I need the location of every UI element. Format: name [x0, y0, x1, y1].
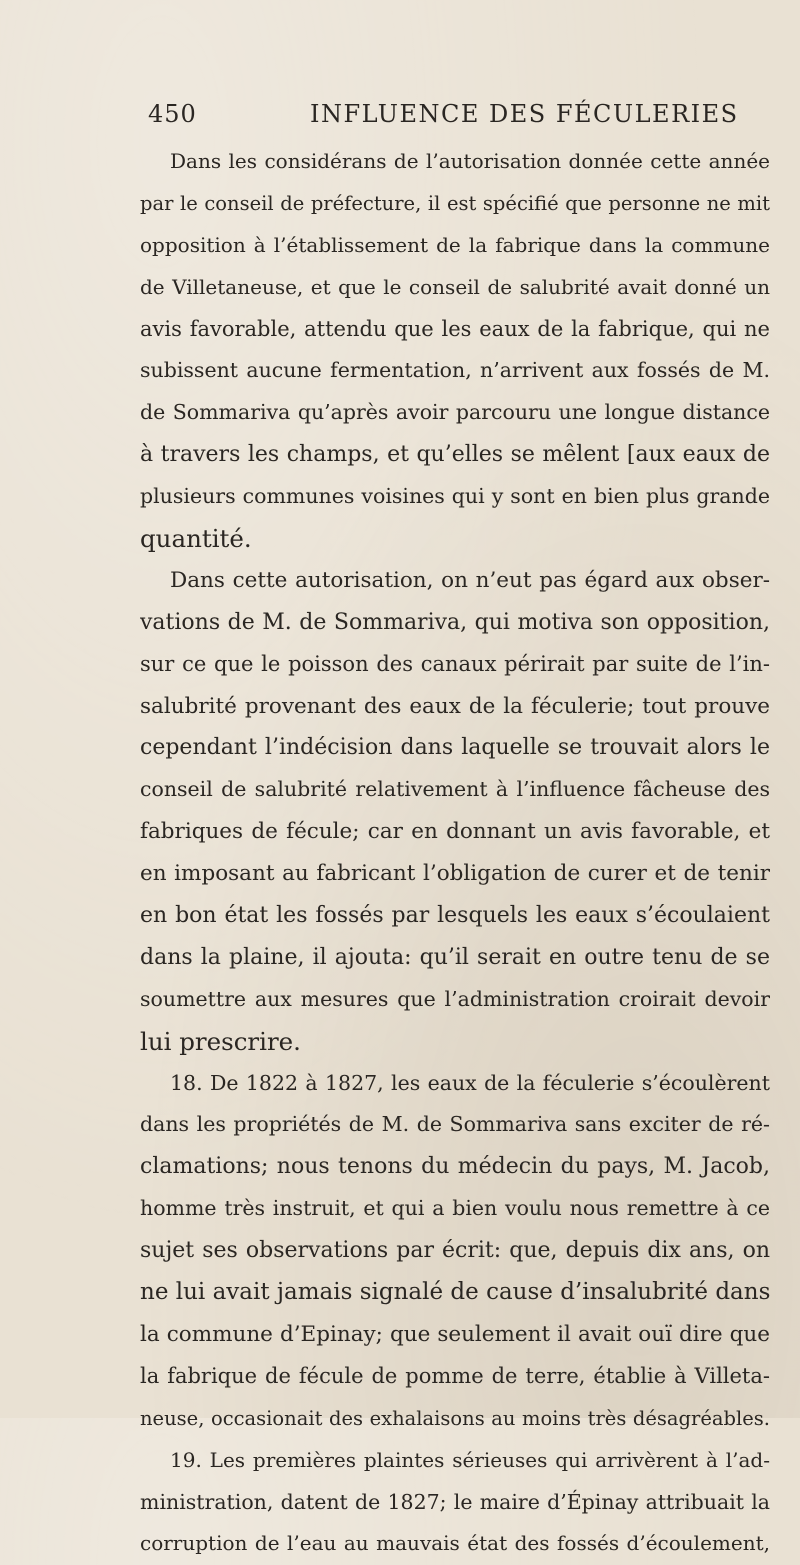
text-line: la commune d’Epinay; que seulement il avait ouï dire que	[140, 1321, 770, 1347]
page-number: 450	[148, 100, 197, 128]
text-line: sujet ses observations par écrit: que, depuis dix ans, on	[140, 1238, 770, 1264]
text-line: ministration, datent de 1827; le maire d’Épinay attribuait la	[140, 1489, 770, 1514]
text-line: de Villetaneuse, et que le conseil de salubrité avait donné un	[140, 274, 770, 299]
text-line: neuse, occasionait des exhalaisons au moins très désagréables.	[140, 1406, 770, 1430]
text-line: plusieurs communes voisines qui y sont en bien plus grande	[140, 484, 770, 509]
text-line: 18. De 1822 à 1827, les eaux de la féculerie s’écoulèrent	[170, 1070, 770, 1095]
text-line: conseil de salubrité relativement à l’influence fâcheuse des	[140, 777, 770, 802]
text-line: dans les propriétés de M. de Sommariva sans exciter de ré-	[140, 1112, 770, 1137]
text-line: Dans les considérans de l’autorisation donnée cette année	[170, 149, 770, 173]
text-line: avis favorable, attendu que les eaux de la fabrique, qui ne	[140, 316, 770, 341]
text-line: à travers les champs, et qu’elles se mêlent [aux eaux de	[140, 442, 770, 468]
text-line: la fabrique de fécule de pomme de terre, établie à Villeta-	[140, 1363, 770, 1388]
text-line: cependant l’indécision dans laquelle se trouvait alors le	[140, 735, 770, 761]
text-line: fabriques de fécule; car en donnant un avis favorable, et	[140, 819, 770, 845]
running-title: INFLUENCE DES FÉCULERIES	[310, 100, 739, 128]
text-line: par le conseil de préfecture, il est spécifié que personne ne mit	[140, 191, 770, 215]
text-line: clamations; nous tenons du médecin du pays, M. Jacob,	[140, 1154, 770, 1180]
text-line: ne lui avait jamais signalé de cause d’insalubrité dans	[140, 1279, 770, 1306]
text-line: 19. Les premières plaintes sérieuses qui arrivèrent à l’ad-	[170, 1447, 770, 1472]
body-text	[140, 141, 770, 1565]
text-line: corruption de l’eau au mauvais état des fossés d’écoulement,	[140, 1531, 770, 1556]
text-line: quantité.	[140, 524, 252, 554]
text-line: homme très instruit, et qui a bien voulu nous remettre à ce	[140, 1196, 770, 1221]
text-line: de Sommariva qu’après avoir parcouru une longue distance	[140, 400, 770, 425]
text-line: lui prescrire.	[140, 1026, 301, 1056]
text-line: salubrité provenant des eaux de la féculerie; tout prouve	[140, 693, 770, 719]
text-line: subissent aucune fermentation, n’arrivent aux fossés de M.	[140, 358, 770, 383]
text-line: en imposant au fabricant l’obligation de curer et de tenir	[140, 861, 770, 887]
text-line: sur ce que le poisson des canaux périrait par suite de l’in-	[140, 651, 770, 676]
text-line: soumettre aux mesures que l’administration croirait devoir	[140, 986, 770, 1011]
running-head	[148, 100, 768, 140]
text-line: vations de M. de Sommariva, qui motiva son opposition,	[140, 609, 770, 635]
text-line: en bon état les fossés par lesquels les eaux s’écoulaient	[140, 903, 770, 929]
text-line: opposition à l’établissement de la fabrique dans la commune	[140, 232, 770, 257]
text-line: dans la plaine, il ajouta: qu’il serait en outre tenu de se	[140, 944, 770, 970]
text-line: Dans cette autorisation, on n’eut pas égard aux obser-	[170, 567, 770, 593]
